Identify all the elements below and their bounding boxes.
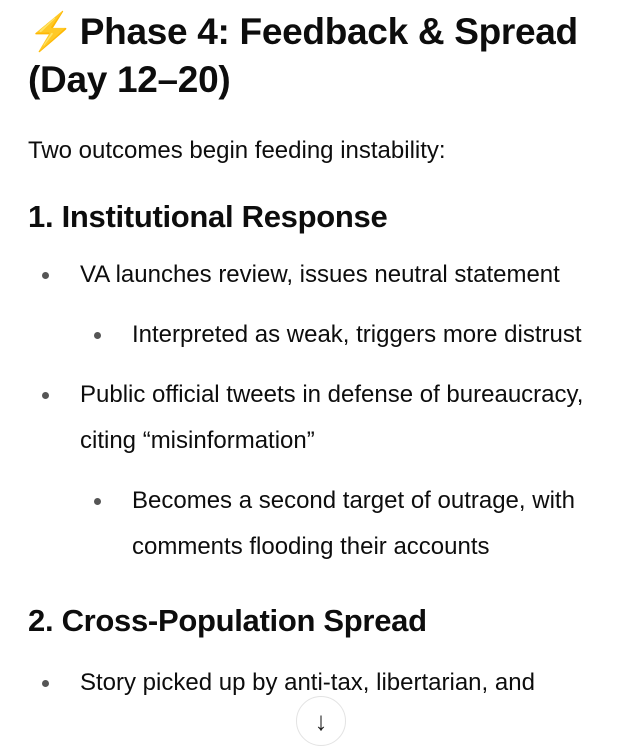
section-heading: 2. Cross-Population Spread: [28, 603, 427, 638]
phase-title: Phase 4: Feedback & Spread (Day 12–20): [28, 11, 578, 100]
list-item: VA launches review, issues neutral statement: [28, 252, 628, 298]
intro-text: Two outcomes begin feeding instability:: [28, 137, 446, 164]
sub-list-item: Becomes a second target of outrage, with comments flooding their accounts: [28, 478, 628, 570]
message-content: [28, 8, 628, 706]
arrow-down-icon: ↓: [314, 705, 328, 736]
scroll-to-bottom-button[interactable]: [296, 696, 346, 746]
sub-list-item: Interpreted as weak, triggers more distrust: [28, 312, 628, 358]
list-item: Public official tweets in defense of bureaucracy, citing “misinformation”: [28, 372, 628, 464]
lightning-bolt-icon: ⚡: [28, 11, 74, 52]
section-list: [28, 252, 628, 570]
phase-heading: [28, 8, 628, 104]
list-item: Story picked up by anti-tax, libertarian, and: [28, 660, 628, 706]
section-heading: 1. Institutional Response: [28, 199, 388, 234]
